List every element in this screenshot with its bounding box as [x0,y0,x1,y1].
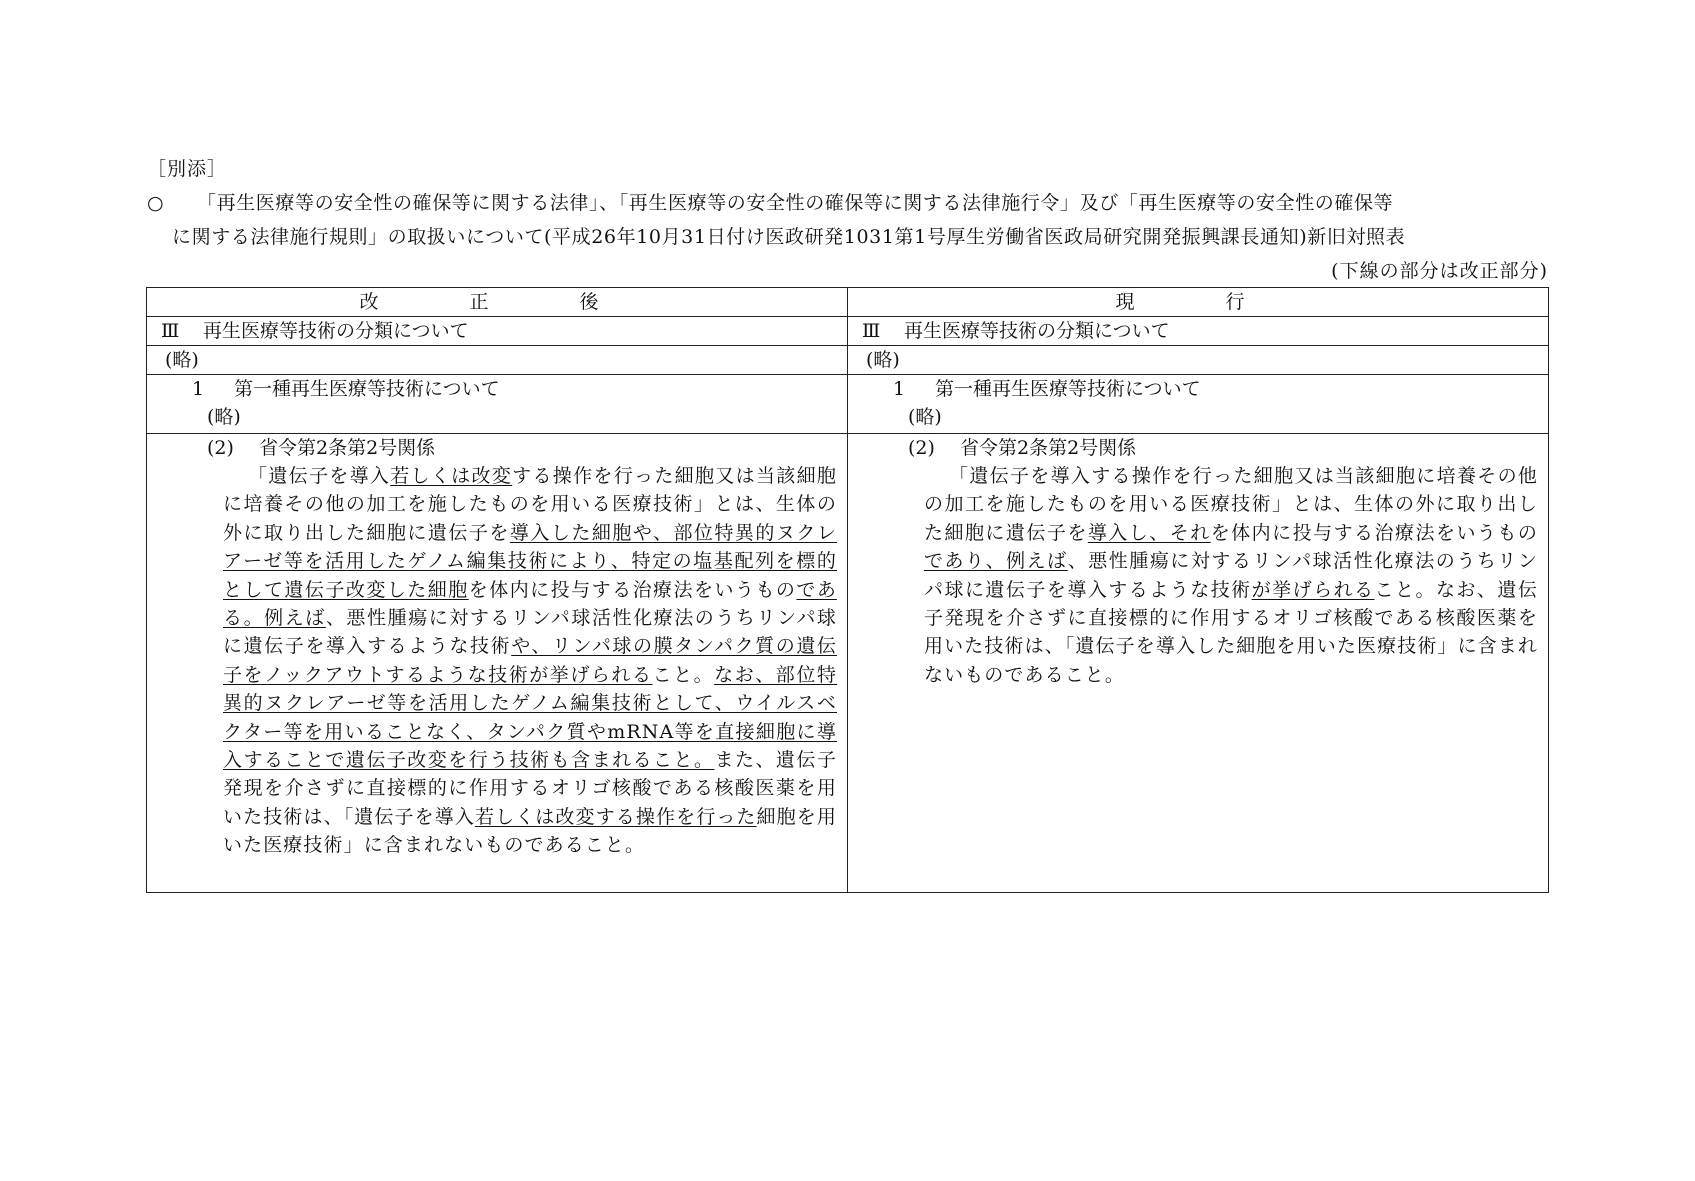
new-sub-heading [147,434,847,462]
current-omitted-row [848,346,1549,375]
current-body-text [924,462,1538,689]
underline-note: (下線の部分は改正部分) [1331,260,1548,282]
new-omitted-row [147,346,848,375]
current-p2: を体内に投与する治療法をいうもの [1210,521,1538,544]
new-body-text [223,462,837,860]
title-line-2: に関する法律施行規則」の取扱いについて(平成26年10月31日付け医政研発1031第1号厚生労働省医政局研究開発振興課長通知)新旧対照表 [172,226,1406,248]
current-sub-title: 省令第2条第2号関係 [960,437,1137,459]
title-line-1 [147,186,1547,220]
new-p5: である。例えば [223,578,838,630]
new-p12: 細胞を用いた医療技術」に含まれないものであること。 [223,805,837,857]
new-p9: なお、部位特異的ヌクレアーゼ等を活用したゲノム編集技術として、ウイルスベクター等を用いることなく、タンパク質やmRNA等を直接細胞に導入することで遺伝子改変を行う技術も含まれること。 [223,663,837,772]
current-item-title: 第一種再生医療等技術について [935,378,1201,400]
header-new: 改 正 後 [147,288,848,317]
current-section-heading [848,317,1549,346]
current-omitted-1: (略) [866,349,900,371]
new-omitted-2: (略) [207,406,241,428]
new-p11: 若しくは改変する操作を行った [474,805,757,828]
current-sub-num: (2) [908,437,935,459]
current-item-cell [848,375,1549,434]
current-item-heading [848,375,1548,403]
title-text-1: 「再生医療等の安全性の確保等に関する法律」、「再生医療等の安全性の確保等に関する法律施行令」及び「再生医療等の安全性の確保等 [197,192,1394,214]
new-section-num: Ⅲ [161,320,180,342]
new-sub-num: (2) [207,437,234,459]
new-item-cell [147,375,848,434]
current-sub-heading [848,434,1548,462]
attachment-label: ［別添］ [147,158,228,180]
current-p5: が挙げられる [1251,578,1375,601]
new-omitted-1: (略) [165,349,199,371]
new-p0: 「遺伝子を導入 [248,465,391,487]
new-section-heading [147,317,848,346]
new-item-num: 1 [192,378,205,400]
circle-bullet: ○ [147,192,165,214]
document-title [147,186,1547,254]
current-body-cell [848,434,1549,893]
new-p3: 導入した細胞や、部位特異的ヌクレアーゼ等を活用したゲノム編集技術により、特定の塩基配列を標的として遺伝子改変した細胞 [223,521,837,601]
current-p3: であり、例えば [924,550,1068,573]
new-p1: 若しくは改変 [390,465,513,487]
new-p8: こと。 [652,663,715,686]
new-p6: 、悪性腫瘍に対するリンパ球活性化療法のうちリンパ球に遺伝子を導入するような技術 [223,607,837,658]
header-current: 現 行 [848,288,1549,317]
current-p0: 「遺伝子を導入する操作を行った細胞又は当該細胞に培養その他の加工を施したものを用いる医療技術」とは、生体の外に取り出した細胞に遺伝子を [924,465,1538,544]
new-body-cell [147,434,848,893]
new-p4: を体内に投与する治療法をいうもの [468,578,797,601]
new-sub-title: 省令第2条第2号関係 [259,437,436,459]
current-section-num: Ⅲ [862,320,881,342]
current-p4: 、悪性腫瘍に対するリンパ球活性化療法のうちリンパ球に遺伝子を導入するような技術 [924,550,1538,601]
current-p6: こと。なお、遺伝子発現を介さずに直接標的に作用するオリゴ核酸である核酸医薬を用いた技術は、「遺伝子を導入した細胞を用いた医療技術」に含まれないものであること。 [924,578,1538,686]
current-item-num: 1 [893,378,906,400]
new-item-title: 第一種再生医療等技術について [234,378,500,400]
new-p2: する操作を行った細胞又は当該細胞に培養その他の加工を施したものを用いる医療技術」とは、生体の外に取り出した細胞に遺伝子を [223,465,837,544]
new-p10: また、遺伝子発現を介さずに直接標的に作用するオリゴ核酸である核酸医薬を用いた技術は、「遺伝子を導入 [223,749,837,828]
current-section-title: 再生医療等技術の分類について [904,320,1170,342]
current-omitted-2: (略) [908,406,942,428]
new-item-heading [147,375,847,403]
current-p1: 導入し、それ [1087,521,1211,544]
new-section-title: 再生医療等技術の分類について [203,320,469,342]
comparison-table [146,287,1549,893]
new-p7: や、リンパ球の膜タンパク質の遺伝子をノックアウトするような技術が挙げられる [223,635,838,686]
